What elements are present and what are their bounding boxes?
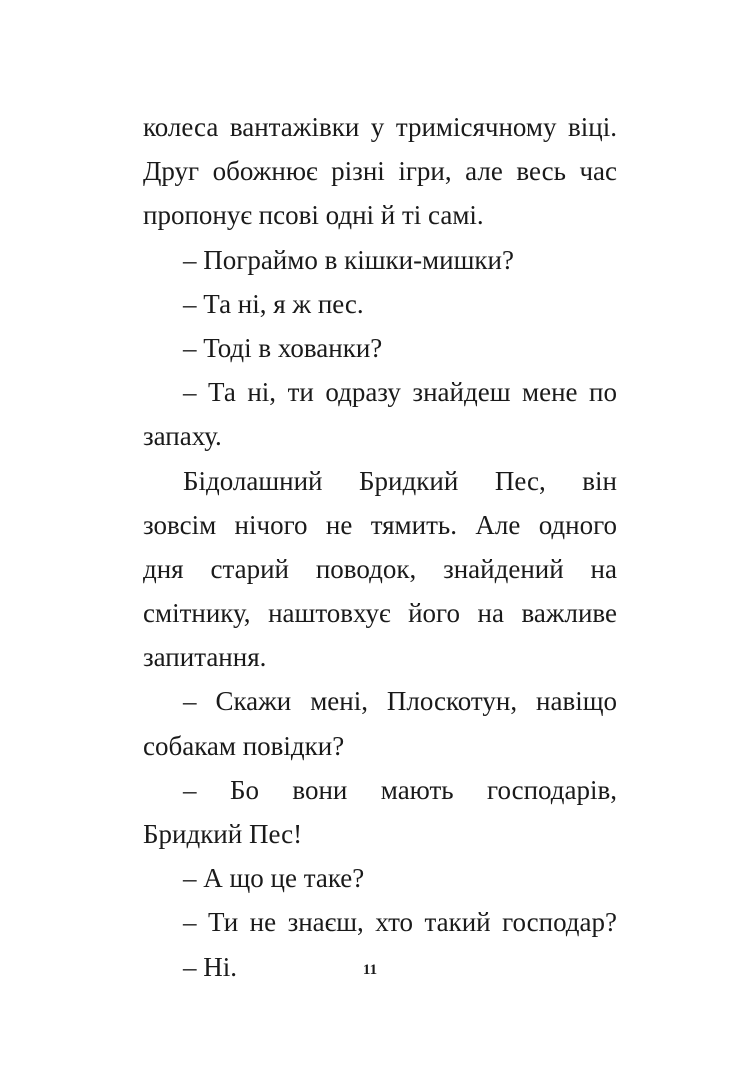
dialogue-line: – Ти не знаєш, хто такий господар? xyxy=(183,907,617,938)
text-line: зовсім нічого не тямить. Але одного xyxy=(143,509,617,540)
page-number: 11 xyxy=(362,962,378,978)
text-line: смітнику, наштовхує його на важливе xyxy=(143,598,617,629)
paragraph-start-line: Бідолашний Бридкий Пес, він xyxy=(183,465,617,496)
text-line: дня старий поводок, знайдений на xyxy=(143,553,617,584)
dialogue-line: – Тоді в хованки? xyxy=(183,332,383,363)
dialogue-line: – Та ні, ти одразу знайдеш мене по xyxy=(183,377,617,408)
dialogue-line: – Ні. xyxy=(183,951,237,982)
dialogue-line: – Бо вони мають господарів, xyxy=(183,774,617,805)
text-line: Бридкий Пес! xyxy=(143,819,303,849)
text-line: запаху. xyxy=(143,421,222,452)
text-line: пропонує псові одні й ті самі. xyxy=(143,200,484,231)
dialogue-line: – Скажи мені, Плоскотун, навіщо xyxy=(183,686,617,717)
text-line: запитання. xyxy=(143,642,267,673)
page-body-text xyxy=(143,105,617,989)
dialogue-line: – Та ні, я ж пес. xyxy=(183,288,364,319)
text-line: колеса вантажівки у тримісячному віці. xyxy=(143,112,617,142)
text-line: собакам повідки? xyxy=(143,730,345,761)
dialogue-line: – Пограймо в кішки-мишки? xyxy=(183,244,514,275)
text-line: Друг обожнює різні ігри, але весь час xyxy=(143,156,617,187)
dialogue-line: – А що це таке? xyxy=(183,863,365,894)
